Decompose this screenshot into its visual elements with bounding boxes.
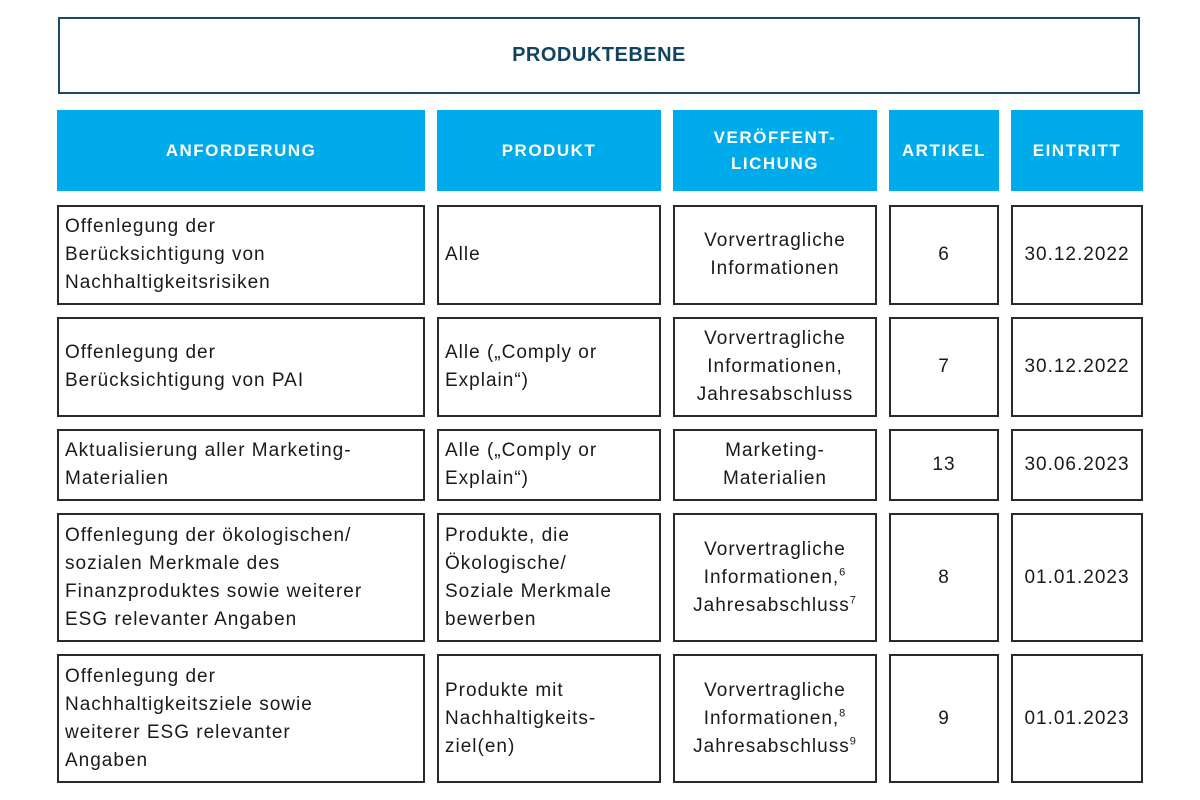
table-cell-anforderung: Offenlegung der Berücksichtigung von Nachhaltigkeitsrisiken [57, 205, 425, 305]
table-cell-produkt: Alle („Comply or Explain“) [437, 317, 661, 417]
table-cell-artikel: 6 [889, 205, 999, 305]
table-cell-artikel: 13 [889, 429, 999, 501]
veroeffentlichung-line3: Jahresabschluss [693, 594, 850, 616]
veroeffentlichung-line3: Jahresabschluss [693, 735, 850, 757]
table-cell-veroeffentlichung: Vorvertragliche Informationen [673, 205, 877, 305]
table-cell-artikel: 8 [889, 513, 999, 642]
column-header-anforderung: ANFORDERUNG [57, 110, 425, 191]
page-title-text: PRODUKTEBENE [512, 44, 686, 66]
table-cell-artikel: 7 [889, 317, 999, 417]
column-header-eintritt: EINTRITT [1011, 110, 1143, 191]
veroeffentlichung-line2: Informationen, [703, 566, 840, 588]
table-cell-veroeffentlichung: Marketing- Materialien [673, 429, 877, 501]
footnote-ref: 6 [839, 566, 847, 579]
table-cell-veroeffentlichung [673, 513, 877, 642]
table-cell-produkt: Produkte, die Ökologische/ Soziale Merkmale bewerben [437, 513, 661, 642]
column-header-veroeffentlichung: VERÖFFENT- LICHUNG [673, 110, 877, 191]
column-header-artikel: ARTIKEL [889, 110, 999, 191]
table-cell-anforderung: Offenlegung der Berücksichtigung von PAI [57, 317, 425, 417]
table-cell-anforderung: Offenlegung der Nachhaltigkeitsziele sowie weiterer ESG relevanter Angaben [57, 654, 425, 783]
footnote-ref: 7 [849, 594, 857, 607]
table-cell-produkt: Alle („Comply or Explain“) [437, 429, 661, 501]
column-header-produkt: PRODUKT [437, 110, 661, 191]
table-cell-veroeffentlichung [673, 654, 877, 783]
page-title [58, 17, 1140, 94]
table-cell-eintritt: 01.01.2023 [1011, 654, 1143, 783]
table-cell-eintritt: 01.01.2023 [1011, 513, 1143, 642]
table-cell-veroeffentlichung: Vorvertragliche Informationen, Jahresabschluss [673, 317, 877, 417]
table-cell-anforderung: Aktualisierung aller Marketing- Materialien [57, 429, 425, 501]
table-cell-produkt: Produkte mit Nachhaltigkeits- ziel(en) [437, 654, 661, 783]
footnote-ref: 9 [849, 735, 857, 748]
table-cell-eintritt: 30.12.2022 [1011, 205, 1143, 305]
table-cell-eintritt: 30.12.2022 [1011, 317, 1143, 417]
footnote-ref: 8 [839, 707, 847, 720]
table-cell-produkt: Alle [437, 205, 661, 305]
table-cell-eintritt: 30.06.2023 [1011, 429, 1143, 501]
table-cell-artikel: 9 [889, 654, 999, 783]
veroeffentlichung-line2: Informationen, [703, 707, 840, 729]
veroeffentlichung-line1: Vorvertragliche [704, 538, 846, 560]
table-cell-anforderung: Offenlegung der ökologischen/ sozialen Merkmale des Finanzproduktes sowie weiterer ESG relevanter Angaben [57, 513, 425, 642]
veroeffentlichung-line1: Vorvertragliche [704, 679, 846, 701]
